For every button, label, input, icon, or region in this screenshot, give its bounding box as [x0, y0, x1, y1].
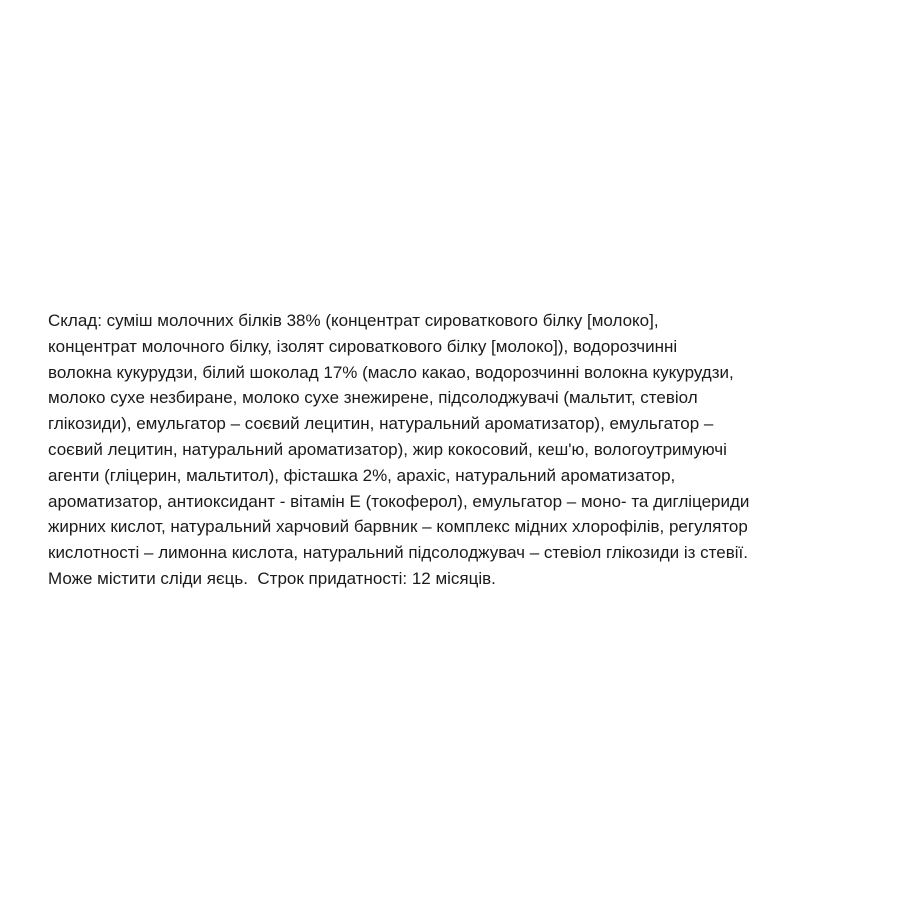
- composition-line-11: Може містити сліди яєць. Строк придатності: 12 місяців.: [48, 568, 496, 588]
- composition-text: [48, 308, 878, 592]
- composition-line-3: волокна кукурудзи, білий шоколад 17% (масло какао, водорозчинні волокна кукурудзи,: [48, 362, 734, 382]
- composition-line-7: агенти (гліцерин, мальтитол), фісташка 2%, арахіс, натуральний ароматизатор,: [48, 465, 676, 485]
- composition-line-8: ароматизатор, антиоксидант - вітамін Е (токоферол), емульгатор – моно- та дигліцериди: [48, 491, 750, 511]
- composition-line-10: кислотності – лимонна кислота, натуральний підсолоджувач – стевіол глікозиди із стевії.: [48, 543, 748, 563]
- composition-line-9: жирних кислот, натуральний харчовий барвник – комплекс мідних хлорофілів, регулятор: [48, 517, 748, 537]
- composition-line-5: глікозиди), емульгатор – соєвий лецитин, натуральний ароматизатор), емульгатор –: [48, 414, 714, 434]
- composition-line-1: Склад: суміш молочних білків 38% (концентрат сироваткового білку [молоко],: [48, 311, 659, 330]
- composition-line-2: концентрат молочного білку, ізолят сироваткового білку [молоко]), водорозчинні: [48, 336, 678, 356]
- composition-line-6: соєвий лецитин, натуральний ароматизатор), жир кокосовий, кеш'ю, вологоутримуючі: [48, 439, 727, 459]
- composition-line-4: молоко сухе незбиране, молоко сухе знежирене, підсолоджувачі (мальтит, стевіол: [48, 388, 698, 408]
